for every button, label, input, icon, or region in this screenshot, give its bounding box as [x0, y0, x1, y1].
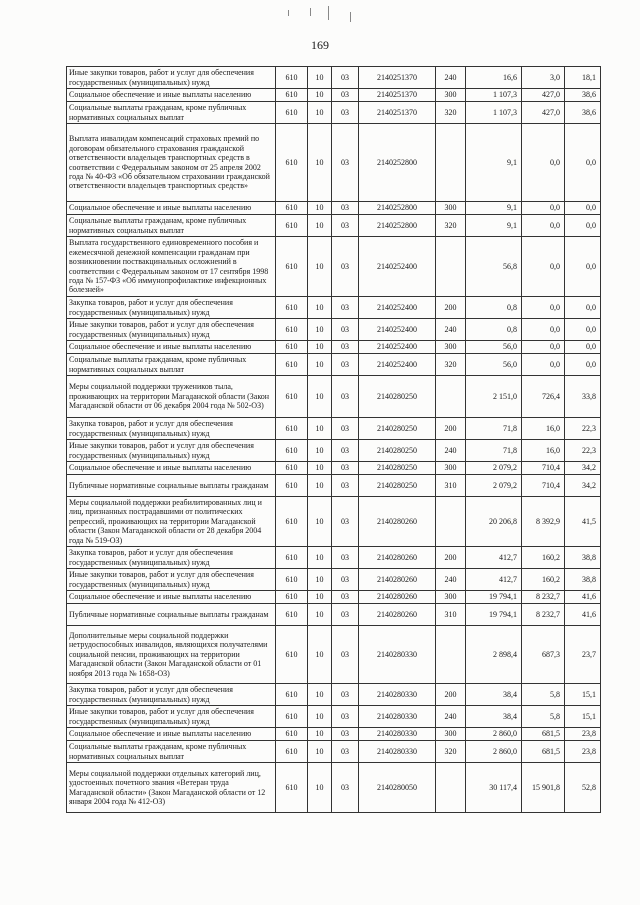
- executed-amount: 681,5: [522, 741, 565, 763]
- execution-percent: 0,0: [565, 237, 601, 297]
- section-code: 10: [308, 237, 332, 297]
- plan-amount: 56,0: [466, 354, 522, 376]
- table-row: [67, 237, 601, 297]
- expense-type-code: 200: [436, 547, 466, 569]
- table-row: [67, 741, 601, 763]
- target-article-code: 2140280330: [359, 706, 436, 728]
- target-article-code: 2140251370: [359, 102, 436, 124]
- page-number: 169: [311, 38, 329, 52]
- scan-marks: [270, 6, 370, 26]
- execution-percent: 34,2: [565, 462, 601, 475]
- execution-percent: 23,7: [565, 626, 601, 684]
- expense-type-code: [436, 237, 466, 297]
- section-code: 10: [308, 67, 332, 89]
- executed-amount: 0,0: [522, 124, 565, 202]
- section-code: 10: [308, 102, 332, 124]
- target-article-code: 2140280260: [359, 604, 436, 626]
- plan-amount: 2 151,0: [466, 376, 522, 418]
- section-code: 10: [308, 569, 332, 591]
- execution-percent: 0,0: [565, 215, 601, 237]
- row-description: Социальное обеспечение и иные выплаты населению: [67, 462, 276, 475]
- ved-code: 610: [276, 626, 308, 684]
- row-description: Закупка товаров, работ и услуг для обеспечения государственных (муниципальных) нужд: [67, 418, 276, 440]
- ved-code: 610: [276, 215, 308, 237]
- row-description: Социальное обеспечение и иные выплаты населению: [67, 202, 276, 215]
- execution-percent: 15,1: [565, 706, 601, 728]
- table-row: [67, 418, 601, 440]
- table-row: [67, 440, 601, 462]
- execution-percent: 38,8: [565, 547, 601, 569]
- expense-type-code: 240: [436, 67, 466, 89]
- expense-type-code: 320: [436, 215, 466, 237]
- row-description: Социальное обеспечение и иные выплаты населению: [67, 728, 276, 741]
- ved-code: 610: [276, 319, 308, 341]
- executed-amount: 427,0: [522, 89, 565, 102]
- plan-amount: 38,4: [466, 684, 522, 706]
- target-article-code: 2140280250: [359, 462, 436, 475]
- target-article-code: 2140252800: [359, 124, 436, 202]
- execution-percent: 38,8: [565, 569, 601, 591]
- target-article-code: 2140280260: [359, 569, 436, 591]
- target-article-code: 2140280330: [359, 626, 436, 684]
- subsection-code: 03: [332, 215, 359, 237]
- plan-amount: 9,1: [466, 215, 522, 237]
- table-row: [67, 706, 601, 728]
- row-description: Меры социальной поддержки отдельных категорий лиц, удостоенных почетного звания «Ветеран труда Магаданской области» (Закон Магаданской области от 12 января 2004 года № 412-ОЗ): [67, 763, 276, 813]
- section-code: 10: [308, 202, 332, 215]
- execution-percent: 0,0: [565, 354, 601, 376]
- ved-code: 610: [276, 102, 308, 124]
- table-row: [67, 728, 601, 741]
- section-code: 10: [308, 728, 332, 741]
- expense-type-code: 240: [436, 440, 466, 462]
- executed-amount: 15 901,8: [522, 763, 565, 813]
- expense-type-code: 320: [436, 354, 466, 376]
- subsection-code: 03: [332, 547, 359, 569]
- executed-amount: 8 232,7: [522, 604, 565, 626]
- row-description: Меры социальной поддержки реабилитированных лиц и лиц, признанных пострадавшими от политических репрессий, проживающих на территории Магаданской области (Закон Магаданской области от 28 декабря 2004 года № 519-ОЗ): [67, 497, 276, 547]
- target-article-code: 2140280330: [359, 728, 436, 741]
- table-row: [67, 376, 601, 418]
- subsection-code: 03: [332, 497, 359, 547]
- row-description: Публичные нормативные социальные выплаты гражданам: [67, 604, 276, 626]
- target-article-code: 2140252400: [359, 297, 436, 319]
- execution-percent: 22,3: [565, 440, 601, 462]
- table-row: [67, 124, 601, 202]
- expense-type-code: 240: [436, 569, 466, 591]
- ved-code: 610: [276, 202, 308, 215]
- row-description: Закупка товаров, работ и услуг для обеспечения государственных (муниципальных) нужд: [67, 684, 276, 706]
- plan-amount: 38,4: [466, 706, 522, 728]
- subsection-code: 03: [332, 376, 359, 418]
- section-code: 10: [308, 376, 332, 418]
- row-description: Закупка товаров, работ и услуг для обеспечения государственных (муниципальных) нужд: [67, 297, 276, 319]
- expense-type-code: 300: [436, 341, 466, 354]
- plan-amount: 2 898,4: [466, 626, 522, 684]
- executed-amount: 0,0: [522, 297, 565, 319]
- execution-percent: 0,0: [565, 341, 601, 354]
- ved-code: 610: [276, 354, 308, 376]
- execution-percent: 0,0: [565, 202, 601, 215]
- subsection-code: 03: [332, 319, 359, 341]
- subsection-code: 03: [332, 124, 359, 202]
- executed-amount: 0,0: [522, 341, 565, 354]
- executed-amount: 0,0: [522, 215, 565, 237]
- expense-type-code: 240: [436, 706, 466, 728]
- subsection-code: 03: [332, 237, 359, 297]
- plan-amount: 9,1: [466, 202, 522, 215]
- target-article-code: 2140280260: [359, 591, 436, 604]
- expense-type-code: 320: [436, 741, 466, 763]
- ved-code: 610: [276, 497, 308, 547]
- plan-amount: 2 079,2: [466, 462, 522, 475]
- target-article-code: 2140280250: [359, 418, 436, 440]
- target-article-code: 2140280050: [359, 763, 436, 813]
- expense-type-code: 200: [436, 297, 466, 319]
- subsection-code: 03: [332, 569, 359, 591]
- section-code: 10: [308, 763, 332, 813]
- row-description: Иные закупки товаров, работ и услуг для обеспечения государственных (муниципальных) нужд: [67, 67, 276, 89]
- executed-amount: 0,0: [522, 354, 565, 376]
- target-article-code: 2140280330: [359, 741, 436, 763]
- subsection-code: 03: [332, 684, 359, 706]
- plan-amount: 0,8: [466, 297, 522, 319]
- execution-percent: 34,2: [565, 475, 601, 497]
- plan-amount: 71,8: [466, 440, 522, 462]
- target-article-code: 2140252400: [359, 341, 436, 354]
- target-article-code: 2140252800: [359, 202, 436, 215]
- subsection-code: 03: [332, 341, 359, 354]
- ved-code: 610: [276, 376, 308, 418]
- section-code: 10: [308, 341, 332, 354]
- ved-code: 610: [276, 67, 308, 89]
- table-row: [67, 341, 601, 354]
- plan-amount: 412,7: [466, 547, 522, 569]
- target-article-code: 2140280250: [359, 475, 436, 497]
- table-row: [67, 591, 601, 604]
- expense-type-code: 300: [436, 89, 466, 102]
- row-description: Дополнительные меры социальной поддержки нетрудоспособных инвалидов, являющихся получателями социальной пенсии, проживающих на территории Магаданской области (Закон Магаданской области от 01 ноября 2013 года № 1658-ОЗ): [67, 626, 276, 684]
- section-code: 10: [308, 475, 332, 497]
- ved-code: 610: [276, 728, 308, 741]
- target-article-code: 2140251370: [359, 89, 436, 102]
- executed-amount: 726,4: [522, 376, 565, 418]
- section-code: 10: [308, 89, 332, 102]
- table-row: [67, 684, 601, 706]
- plan-amount: 0,8: [466, 319, 522, 341]
- plan-amount: 19 794,1: [466, 591, 522, 604]
- table-row: [67, 475, 601, 497]
- section-code: 10: [308, 626, 332, 684]
- executed-amount: 16,0: [522, 418, 565, 440]
- row-description: Социальные выплаты гражданам, кроме публичных нормативных социальных выплат: [67, 354, 276, 376]
- expense-type-code: 200: [436, 684, 466, 706]
- expense-type-code: 240: [436, 319, 466, 341]
- subsection-code: 03: [332, 763, 359, 813]
- execution-percent: 0,0: [565, 319, 601, 341]
- ved-code: 610: [276, 297, 308, 319]
- ved-code: 610: [276, 124, 308, 202]
- execution-percent: 41,6: [565, 604, 601, 626]
- executed-amount: 5,8: [522, 706, 565, 728]
- executed-amount: 3,0: [522, 67, 565, 89]
- plan-amount: 56,8: [466, 237, 522, 297]
- row-description: Иные закупки товаров, работ и услуг для обеспечения государственных (муниципальных) нужд: [67, 319, 276, 341]
- ved-code: 610: [276, 89, 308, 102]
- execution-percent: 18,1: [565, 67, 601, 89]
- section-code: 10: [308, 547, 332, 569]
- row-description: Социальные выплаты гражданам, кроме публичных нормативных социальных выплат: [67, 215, 276, 237]
- subsection-code: 03: [332, 462, 359, 475]
- row-description: Иные закупки товаров, работ и услуг для обеспечения государственных (муниципальных) нужд: [67, 440, 276, 462]
- subsection-code: 03: [332, 728, 359, 741]
- ved-code: 610: [276, 462, 308, 475]
- table-row: [67, 497, 601, 547]
- plan-amount: 1 107,3: [466, 102, 522, 124]
- section-code: 10: [308, 297, 332, 319]
- expense-type-code: 310: [436, 604, 466, 626]
- executed-amount: 681,5: [522, 728, 565, 741]
- section-code: 10: [308, 462, 332, 475]
- subsection-code: 03: [332, 626, 359, 684]
- section-code: 10: [308, 497, 332, 547]
- execution-percent: 38,6: [565, 102, 601, 124]
- plan-amount: 56,0: [466, 341, 522, 354]
- row-description: Социальное обеспечение и иные выплаты населению: [67, 591, 276, 604]
- row-description: Социальное обеспечение и иные выплаты населению: [67, 89, 276, 102]
- expense-type-code: [436, 124, 466, 202]
- row-description: Социальные выплаты гражданам, кроме публичных нормативных социальных выплат: [67, 741, 276, 763]
- ved-code: 610: [276, 706, 308, 728]
- expense-type-code: 300: [436, 462, 466, 475]
- plan-amount: 9,1: [466, 124, 522, 202]
- execution-percent: 0,0: [565, 124, 601, 202]
- section-code: 10: [308, 706, 332, 728]
- executed-amount: 0,0: [522, 237, 565, 297]
- section-code: 10: [308, 684, 332, 706]
- ved-code: 610: [276, 684, 308, 706]
- budget-table: [66, 66, 601, 813]
- subsection-code: 03: [332, 741, 359, 763]
- section-code: 10: [308, 604, 332, 626]
- execution-percent: 33,8: [565, 376, 601, 418]
- plan-amount: 30 117,4: [466, 763, 522, 813]
- ved-code: 610: [276, 763, 308, 813]
- table-row: [67, 763, 601, 813]
- target-article-code: 2140252800: [359, 215, 436, 237]
- section-code: 10: [308, 418, 332, 440]
- execution-percent: 23,8: [565, 728, 601, 741]
- plan-amount: 1 107,3: [466, 89, 522, 102]
- table-row: [67, 297, 601, 319]
- subsection-code: 03: [332, 67, 359, 89]
- target-article-code: 2140280250: [359, 440, 436, 462]
- executed-amount: 427,0: [522, 102, 565, 124]
- executed-amount: 5,8: [522, 684, 565, 706]
- table-row: [67, 354, 601, 376]
- execution-percent: 41,6: [565, 591, 601, 604]
- plan-amount: 412,7: [466, 569, 522, 591]
- target-article-code: 2140280260: [359, 547, 436, 569]
- target-article-code: 2140252400: [359, 354, 436, 376]
- table-row: [67, 604, 601, 626]
- subsection-code: 03: [332, 591, 359, 604]
- table-row: [67, 547, 601, 569]
- row-description: Публичные нормативные социальные выплаты гражданам: [67, 475, 276, 497]
- ved-code: 610: [276, 418, 308, 440]
- table-row: [67, 202, 601, 215]
- subsection-code: 03: [332, 354, 359, 376]
- execution-percent: 15,1: [565, 684, 601, 706]
- executed-amount: 160,2: [522, 569, 565, 591]
- executed-amount: 16,0: [522, 440, 565, 462]
- ved-code: 610: [276, 591, 308, 604]
- row-description: Иные закупки товаров, работ и услуг для обеспечения государственных (муниципальных) нужд: [67, 706, 276, 728]
- subsection-code: 03: [332, 440, 359, 462]
- table-row: [67, 89, 601, 102]
- target-article-code: 2140280260: [359, 497, 436, 547]
- subsection-code: 03: [332, 418, 359, 440]
- execution-percent: 38,6: [565, 89, 601, 102]
- subsection-code: 03: [332, 604, 359, 626]
- expense-type-code: 300: [436, 728, 466, 741]
- ved-code: 610: [276, 440, 308, 462]
- row-description: Социальное обеспечение и иные выплаты населению: [67, 341, 276, 354]
- table-row: [67, 569, 601, 591]
- executed-amount: 710,4: [522, 475, 565, 497]
- plan-amount: 2 079,2: [466, 475, 522, 497]
- ved-code: 610: [276, 604, 308, 626]
- execution-percent: 22,3: [565, 418, 601, 440]
- plan-amount: 20 206,8: [466, 497, 522, 547]
- expense-type-code: [436, 763, 466, 813]
- table-row: [67, 626, 601, 684]
- target-article-code: 2140280330: [359, 684, 436, 706]
- execution-percent: 23,8: [565, 741, 601, 763]
- table-row: [67, 102, 601, 124]
- execution-percent: 52,8: [565, 763, 601, 813]
- expense-type-code: 300: [436, 591, 466, 604]
- ved-code: 610: [276, 475, 308, 497]
- section-code: 10: [308, 319, 332, 341]
- subsection-code: 03: [332, 202, 359, 215]
- row-description: Закупка товаров, работ и услуг для обеспечения государственных (муниципальных) нужд: [67, 547, 276, 569]
- executed-amount: 8 232,7: [522, 591, 565, 604]
- section-code: 10: [308, 124, 332, 202]
- plan-amount: 19 794,1: [466, 604, 522, 626]
- section-code: 10: [308, 215, 332, 237]
- row-description: Социальные выплаты гражданам, кроме публичных нормативных социальных выплат: [67, 102, 276, 124]
- expense-type-code: [436, 497, 466, 547]
- ved-code: 610: [276, 341, 308, 354]
- expense-type-code: [436, 626, 466, 684]
- expense-type-code: 320: [436, 102, 466, 124]
- subsection-code: 03: [332, 475, 359, 497]
- table-row: [67, 215, 601, 237]
- subsection-code: 03: [332, 706, 359, 728]
- table-row: [67, 462, 601, 475]
- ved-code: 610: [276, 569, 308, 591]
- plan-amount: 2 860,0: [466, 728, 522, 741]
- ved-code: 610: [276, 741, 308, 763]
- expense-type-code: 300: [436, 202, 466, 215]
- table-row: [67, 319, 601, 341]
- row-description: Меры социальной поддержки тружеников тыла, проживающих на территории Магаданской области (Закон Магаданской области от 06 декабря 2004 года № 502-ОЗ): [67, 376, 276, 418]
- target-article-code: 2140251370: [359, 67, 436, 89]
- row-description: Выплата инвалидам компенсаций страховых премий по договорам обязательного страхования гражданской ответственности владельцев транспортных средств в соответствии с Федеральным законом от 25 апреля 2002 года № 40-ФЗ «Об обязательном страховании гражданской ответственности владельцев транспортных средств»: [67, 124, 276, 202]
- expense-type-code: 310: [436, 475, 466, 497]
- row-description: Выплата государственного единовременного пособия и ежемесячной денежной компенсации гражданам при возникновении поствакцинальных осложнений в соответствии с Федеральным законом от 17 сентября 1998 года № 157-ФЗ «Об иммунопрофилактике инфекционных болезней»: [67, 237, 276, 297]
- executed-amount: 160,2: [522, 547, 565, 569]
- table-row: [67, 67, 601, 89]
- target-article-code: 2140280250: [359, 376, 436, 418]
- executed-amount: 0,0: [522, 202, 565, 215]
- ved-code: 610: [276, 237, 308, 297]
- section-code: 10: [308, 591, 332, 604]
- target-article-code: 2140252400: [359, 237, 436, 297]
- executed-amount: 710,4: [522, 462, 565, 475]
- target-article-code: 2140252400: [359, 319, 436, 341]
- plan-amount: 16,6: [466, 67, 522, 89]
- executed-amount: 687,3: [522, 626, 565, 684]
- section-code: 10: [308, 741, 332, 763]
- plan-amount: 71,8: [466, 418, 522, 440]
- row-description: Иные закупки товаров, работ и услуг для обеспечения государственных (муниципальных) нужд: [67, 569, 276, 591]
- section-code: 10: [308, 440, 332, 462]
- executed-amount: 0,0: [522, 319, 565, 341]
- execution-percent: 0,0: [565, 297, 601, 319]
- section-code: 10: [308, 354, 332, 376]
- subsection-code: 03: [332, 297, 359, 319]
- ved-code: 610: [276, 547, 308, 569]
- subsection-code: 03: [332, 89, 359, 102]
- plan-amount: 2 860,0: [466, 741, 522, 763]
- executed-amount: 8 392,9: [522, 497, 565, 547]
- expense-type-code: [436, 376, 466, 418]
- execution-percent: 41,5: [565, 497, 601, 547]
- expense-type-code: 200: [436, 418, 466, 440]
- subsection-code: 03: [332, 102, 359, 124]
